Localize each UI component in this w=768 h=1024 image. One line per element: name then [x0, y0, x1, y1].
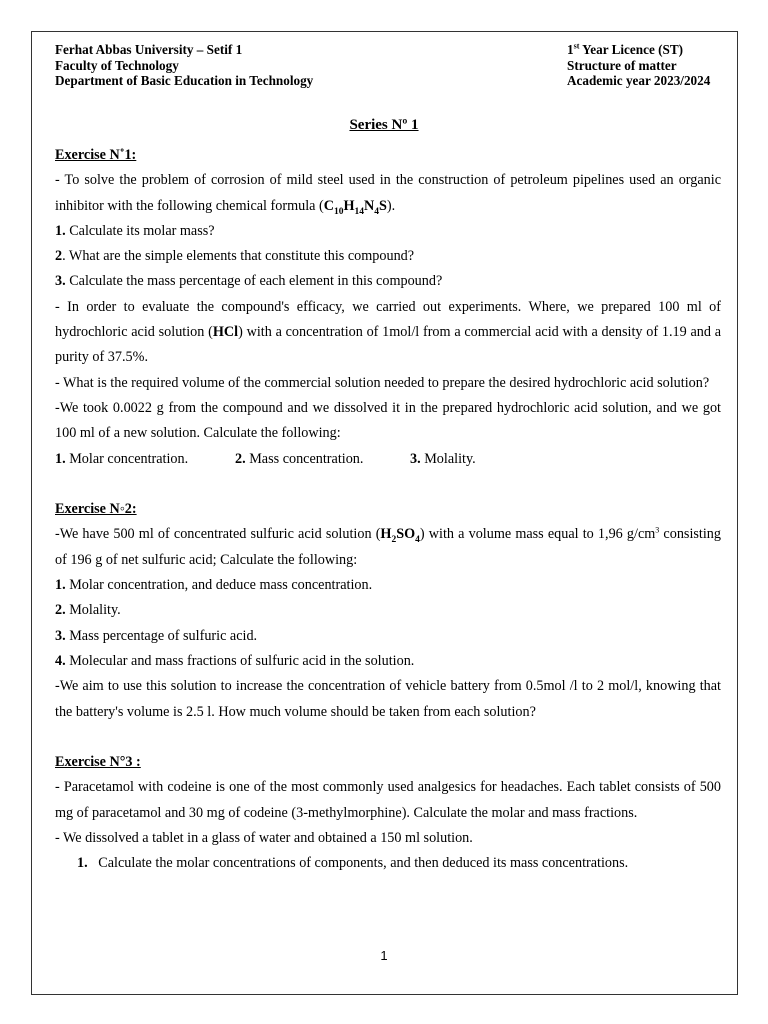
exercise-1-question-3: 3. Calculate the mass percentage of each element in this compound? — [55, 273, 443, 290]
exercise-1-question-1: 1. Calculate its molar mass? — [55, 222, 215, 239]
exercise-1-question-2: 2. What are the simple elements that constitute this compound? — [55, 248, 415, 265]
sulfuric-acid-formula: $H_2SO_4$ — [380, 526, 420, 546]
exercise-1-items — [55, 447, 721, 472]
exercise-1-title: Exercise N˚1: — [55, 147, 137, 163]
exercise-1-paragraph-2: - In order to evaluate the compound's efficacy, we carried out experiments. Where, we prepared 100 ml of hydrochloric acid solution (HCl) with a concentration of 1mol/l from a commercial acid with a density of 1.19 and a purity of 37.5%. — [55, 298, 721, 366]
document-body — [55, 143, 721, 877]
inhibitor-formula: $C_{10}H_{14}N_4S$ — [323, 197, 387, 217]
year-level: 1st Year Licence (ST) — [567, 41, 684, 57]
exercise-3-title: Exercise N°3 : — [55, 754, 141, 771]
header-course-info — [567, 42, 710, 89]
page-number: 1 — [380, 948, 388, 963]
department-name: Department of Basic Education in Technology — [55, 73, 314, 88]
exercise-1-paragraph-3: - What is the required volume of the commercial solution needed to prepare the desired hydrochloric acid solution? — [55, 374, 710, 391]
list-item: 3. Molality. — [410, 450, 476, 467]
faculty-name: Faculty of Technology — [55, 57, 179, 73]
header-institution — [55, 42, 313, 89]
course-name: Structure of matter — [567, 57, 677, 73]
exercise-3-item-1: 1. Calculate the molar concentrations of components, and then deduced its mass concentrations. — [77, 855, 629, 872]
list-item: 2. Mass concentration. — [235, 450, 364, 467]
university-name: Ferhat Abbas University – Setif 1 — [55, 42, 243, 57]
list-item: 1. Molar concentration. — [55, 450, 189, 467]
exercise-3-paragraph-2: - We dissolved a tablet in a glass of water and obtained a 150 ml solution. — [55, 830, 473, 847]
exercise-2-title: Exercise N◦2: — [55, 501, 137, 518]
exercise-3-paragraph-1: - Paracetamol with codeine is one of the most commonly used analgesics for headaches. Each tablet consists of 500 mg of paracetamol and 30 mg of codeine (3-methylmorphine). Calculate the molar and mass fractions. — [55, 779, 721, 821]
academic-year: Academic year 2023/2024 — [567, 73, 711, 88]
exercise-1-paragraph-4: -We took 0.0022 g from the compound and we dissolved it in the prepared hydrochloric acid solution, and we got 100 ml of a new solution. Calculate the following: — [55, 399, 721, 442]
exercise-2-question-4: 4. Molecular and mass fractions of sulfuric acid in the solution. — [55, 652, 415, 669]
exercise-2-question-2: 2. Molality. — [55, 602, 121, 619]
exercise-2-question-3: 3. Mass percentage of sulfuric acid. — [55, 627, 258, 644]
exercise-2-intro: -We have 500 ml of concentrated sulfuric acid solution $(H_2SO_4)$ with a volume mass equal to 1,96 $g/cm^3$ consisting of 196 g of net sulfuric acid; Calculate the following: — [55, 525, 721, 568]
exercise-2-paragraph-2: -We aim to use this solution to increase the concentration of vehicle battery from 0.5mol /l to 2 mol/l, knowing that the battery's volume is 2.5 l. How much volume should be taken from each solution? — [55, 678, 721, 720]
series-title: Series Nº 1 — [349, 117, 419, 133]
exercise-2-question-1: 1. Molar concentration, and deduce mass concentration. — [55, 577, 373, 594]
exercise-1-intro: - To solve the problem of corrosion of mild steel used in the construction of petroleum pipelines used an organic inhibitor with the following chemical formula $(C_{10}H_{14}N_4S)$. — [55, 172, 721, 217]
